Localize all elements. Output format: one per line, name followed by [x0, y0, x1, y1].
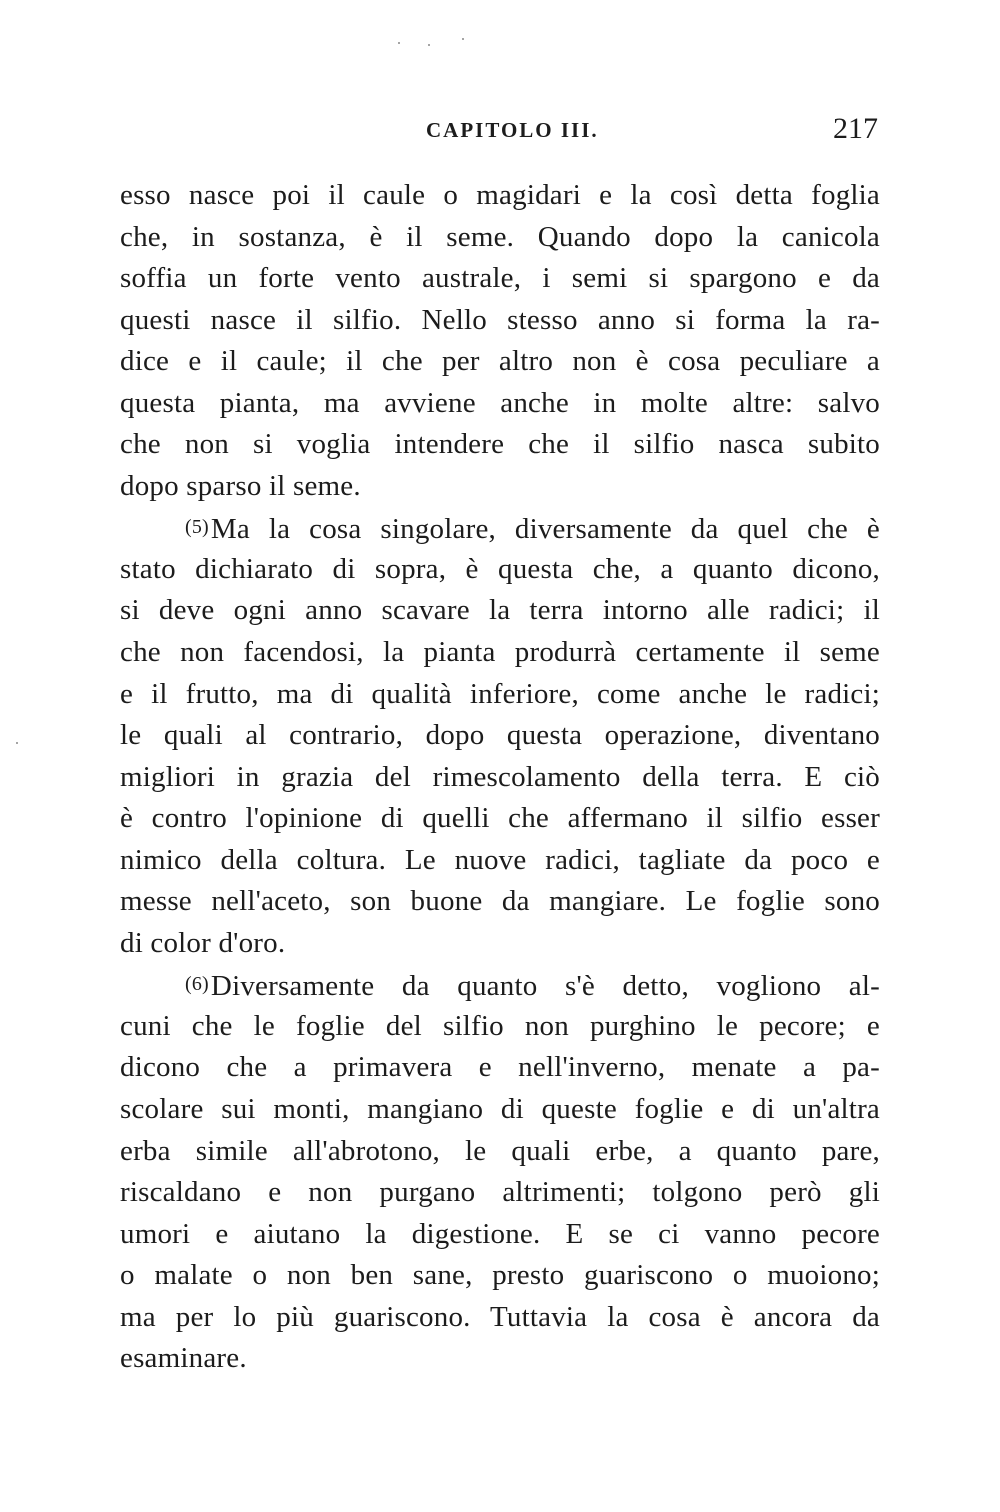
text-line: che non si voglia intendere che il silfio nasca subito	[120, 428, 880, 461]
text-line: cuni che le foglie del silfio non purghino le pecore; e	[120, 1009, 880, 1042]
print-speck	[16, 742, 18, 744]
text-line: esso nasce poi il caule o magidari e la così detta foglia	[120, 179, 880, 211]
text-line-first	[120, 964, 880, 1006]
text-line: soffia un forte vento australe, i semi si spargono e da	[120, 262, 880, 295]
text-line: riscaldano e non purgano altrimenti; tolgono però gli	[120, 1176, 880, 1209]
text-line: dopo sparso il seme.	[120, 469, 361, 502]
text-line: stato dichiarato di sopra, è questa che, a quanto dicono,	[120, 552, 880, 585]
paragraph-5	[120, 507, 880, 964]
paragraph-1	[120, 175, 880, 507]
text-line: messe nell'aceto, son buone da mangiare. Le foglie sono	[120, 885, 880, 918]
text-line: questa pianta, ma avviene anche in molte altre: salvo	[120, 386, 880, 419]
print-speck	[462, 38, 464, 40]
text-line: dice e il caule; il che per altro non è cosa peculiare a	[120, 345, 880, 378]
text-line-content: Ma la cosa singolare, diversamente da quel che è	[210, 513, 880, 546]
text-line: dicono che a primavera e nell'inverno, menate a pa-	[120, 1051, 880, 1084]
text-line: ma per lo più guariscono. Tuttavia la cosa è ancora da	[120, 1300, 880, 1333]
text-line: migliori in grazia del rimescolamento della terra. E ciò	[120, 760, 880, 793]
text-line: le quali al contrario, dopo questa operazione, diventano	[120, 719, 880, 752]
text-line: scolare sui monti, mangiano di queste foglie e di un'altra	[120, 1093, 880, 1126]
text-line-content: Diversamente da quanto s'è detto, vogliono al-	[210, 970, 880, 1003]
page-number: 217	[833, 112, 878, 145]
text-line: nimico della coltura. Le nuove radici, tagliate da poco e	[120, 843, 880, 876]
section-number: (5)	[185, 516, 209, 539]
body-text	[120, 175, 880, 1380]
text-line-first	[120, 507, 880, 549]
text-line: e il frutto, ma di qualità inferiore, come anche le radici;	[120, 677, 880, 710]
text-line: umori e aiutano la digestione. E se ci vanno pecore	[120, 1217, 880, 1250]
section-number: (6)	[185, 973, 209, 996]
text-line: di color d'oro.	[120, 926, 286, 959]
page-header	[120, 112, 878, 152]
text-line: o malate o non ben sane, presto guariscono o muoiono;	[120, 1259, 880, 1292]
text-line: si deve ogni anno scavare la terra intorno alle radici; il	[120, 594, 880, 627]
text-line: erba simile all'abrotono, le quali erbe, a quanto pare,	[120, 1134, 880, 1167]
text-line: è contro l'opinione di quelli che affermano il silfio esser	[120, 802, 880, 835]
text-line: che, in sostanza, è il seme. Quando dopo la canicola	[120, 220, 880, 253]
text-line: questi nasce il silfio. Nello stesso anno si forma la ra-	[120, 303, 880, 336]
print-speck	[428, 44, 430, 46]
running-title: CAPITOLO III.	[426, 118, 599, 142]
text-line: esaminare.	[120, 1342, 247, 1375]
text-line: che non facendosi, la pianta produrrà certamente il seme	[120, 636, 880, 669]
print-speck	[398, 42, 400, 44]
paragraph-6	[120, 964, 880, 1379]
